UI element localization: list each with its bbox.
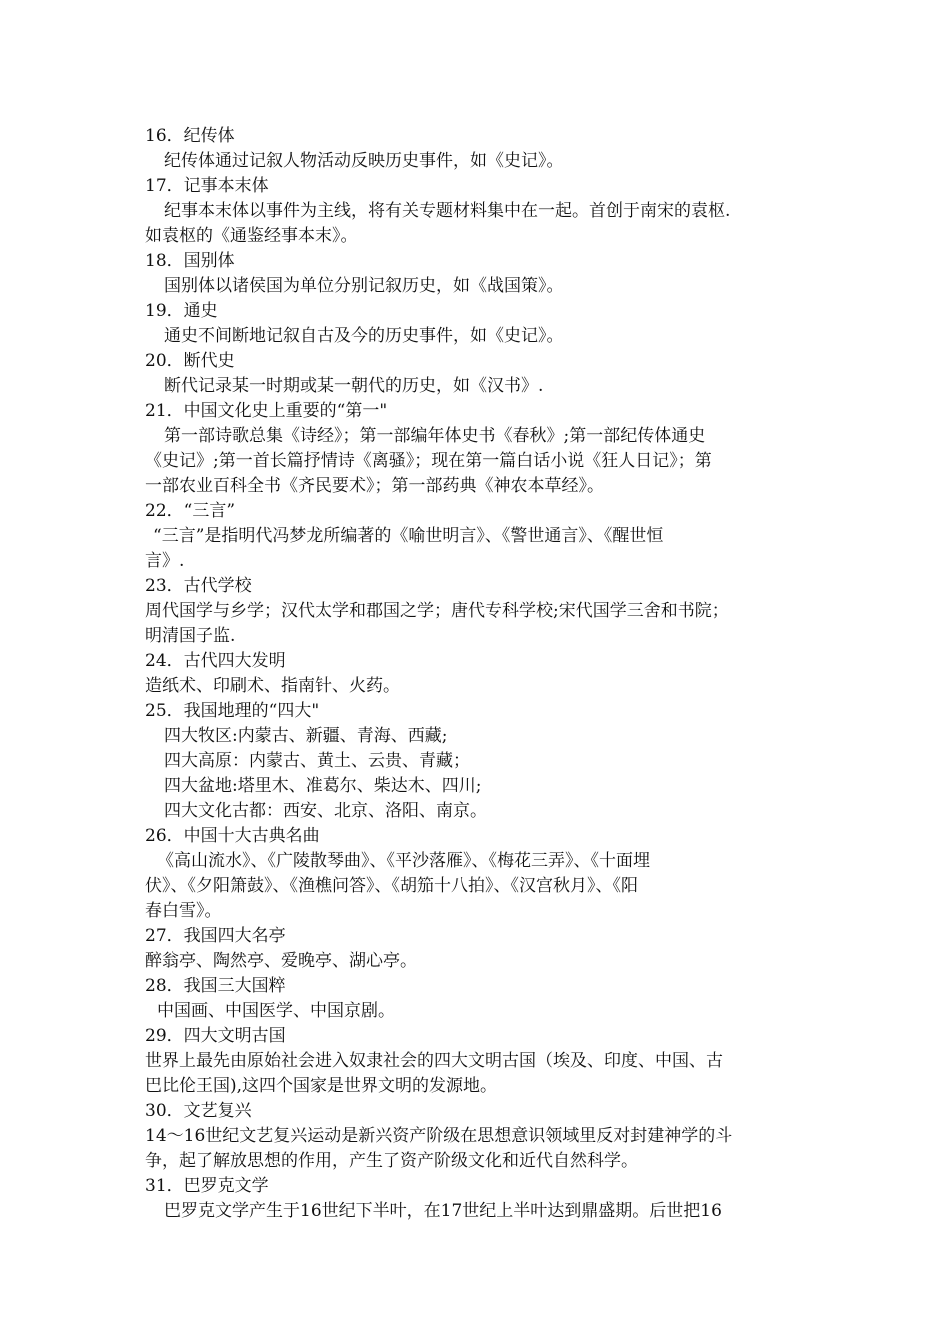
section-heading: 29．四大文明古国 [145, 1026, 286, 1046]
section-text: 周代国学与乡学；汉代太学和郡国之学；唐代专科学校;宋代国学三舍和书院； [145, 601, 729, 621]
section-text: 14～16世纪文艺复兴运动是新兴资产阶级在思想意识领域里反对封建神学的斗 [145, 1126, 733, 1146]
section-text: 《高山流水》、《广陵散琴曲》、《平沙落雁》、《梅花三弄》、《十面埋 [157, 851, 650, 871]
section-text: 争，起了解放思想的作用，产生了资产阶级文化和近代自然科学。 [145, 1151, 638, 1171]
section-heading: 24．古代四大发明 [145, 651, 286, 671]
section-text: 通史不间断地记叙自古及今的历史事件，如《史记》。 [164, 326, 564, 346]
section-heading: 21．中国文化史上重要的“第一" [145, 401, 388, 421]
section-heading: 18．国别体 [145, 251, 235, 271]
section-text: 四大牧区:内蒙古、新疆、青海、西藏; [164, 726, 448, 746]
section-text: 造纸术、印刷术、指南针、火药。 [145, 676, 400, 696]
section-text: 如袁枢的《通鉴经事本末》。 [145, 226, 358, 246]
section-text: 世界上最先由原始社会进入奴隶社会的四大文明古国（埃及、印度、中国、古 [145, 1051, 723, 1071]
section-heading: 31．巴罗克文学 [145, 1176, 269, 1196]
section-text: 纪传体通过记叙人物活动反映历史事件，如《史记》。 [164, 151, 564, 171]
section-text: 中国画、中国医学、中国京剧。 [157, 1001, 395, 1021]
section-heading: 26．中国十大古典名曲 [145, 826, 320, 846]
section-text: 伏》、《夕阳箫鼓》、《渔樵问答》、《胡笳十八拍》、《汉宫秋月》、《阳 [145, 876, 638, 896]
section-text: 春白雪》。 [145, 901, 222, 921]
section-heading: 30．文艺复兴 [145, 1101, 252, 1121]
section-text: 断代记录某一时期或某一朝代的历史，如《汉书》. [164, 376, 544, 396]
section-text: 四大高原：内蒙古、黄土、云贵、青藏； [164, 751, 470, 771]
section-heading: 22．“三言” [145, 501, 236, 521]
section-heading: 28．我国三大国粹 [145, 976, 286, 996]
section-heading: 16．纪传体 [145, 126, 235, 146]
section-text: 巴比伦王国),这四个国家是世界文明的发源地。 [145, 1076, 498, 1096]
section-text: 醉翁亭、陶然亭、爱晚亭、湖心亭。 [145, 951, 417, 971]
section-text: 巴罗克文学产生于16世纪下半叶，在17世纪上半叶达到鼎盛期。后世把16 [164, 1201, 722, 1221]
section-text: 国别体以诸侯国为单位分别记叙历史，如《战国策》。 [164, 276, 564, 296]
section-text: 四大文化古都：西安、北京、洛阳、南京。 [164, 801, 487, 821]
section-heading: 19．通史 [145, 301, 218, 321]
section-heading: 20．断代史 [145, 351, 235, 371]
section-text: “三言”是指明代冯梦龙所编著的《喻世明言》、《警世通言》、《醒世恒 [153, 526, 664, 546]
section-text: 纪事本末体以事件为主线，将有关专题材料集中在一起。首创于南宋的袁枢. [164, 201, 731, 221]
section-heading: 17．记事本末体 [145, 176, 269, 196]
section-text: 明清国子监. [145, 626, 236, 646]
section-text: 言》. [145, 551, 185, 571]
section-heading: 25．我国地理的“四大" [145, 701, 320, 721]
section-text: 《史记》;第一首长篇抒情诗《离骚》；现在第一篇白话小说《狂人日记》；第 [145, 451, 712, 471]
section-text: 第一部诗歌总集《诗经》；第一部编年体史书《春秋》;第一部纪传体通史 [164, 426, 706, 446]
section-text: 四大盆地:塔里木、准葛尔、柴达木、四川; [164, 776, 482, 796]
section-heading: 23．古代学校 [145, 576, 252, 596]
document-body [145, 124, 810, 1224]
section-text: 一部农业百科全书《齐民要术》；第一部药典《神农本草经》。 [145, 476, 604, 496]
section-heading: 27．我国四大名亭 [145, 926, 286, 946]
